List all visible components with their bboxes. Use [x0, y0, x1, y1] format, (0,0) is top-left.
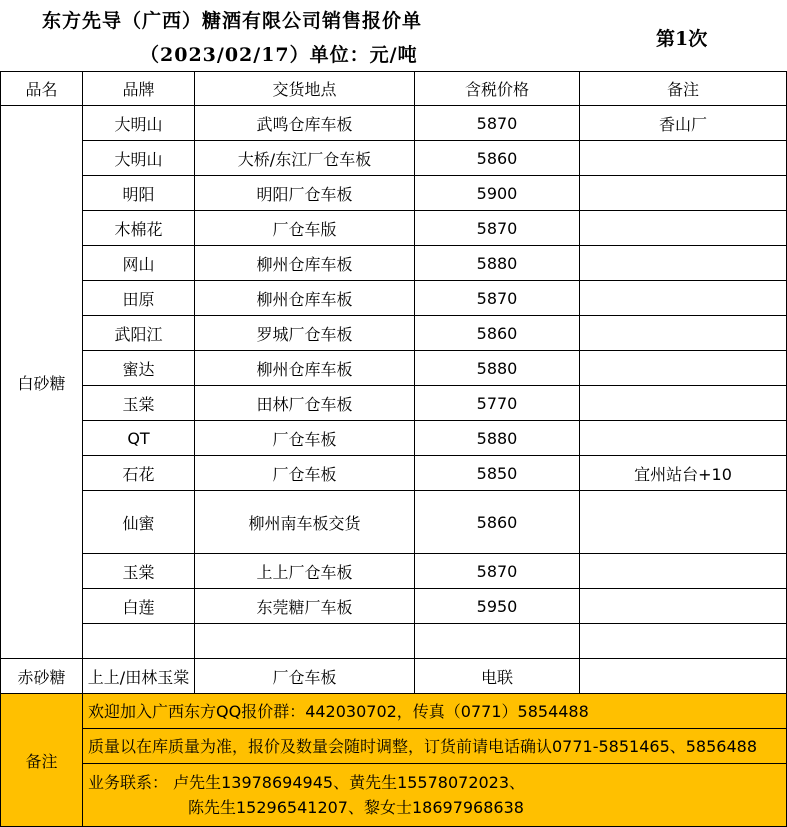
location-cell: 东莞糖厂车板: [195, 589, 415, 624]
price-cell: 电联: [415, 659, 580, 694]
col-header-price: 含税价格: [415, 72, 580, 106]
price-cell: 5860: [415, 491, 580, 554]
brand-cell: 石花: [83, 456, 195, 491]
location-cell: 厂仓车板: [195, 421, 415, 456]
table-row: [1, 106, 787, 141]
table-row: [1, 351, 787, 386]
location-cell: 田林厂仓车板: [195, 386, 415, 421]
contacts-note: [83, 764, 787, 827]
date-unit-subtitle: （2023/02/17）单位：元/吨: [140, 44, 418, 66]
product-red-sugar: 赤砂糖: [1, 659, 83, 694]
issue-number: 第1次: [656, 28, 708, 50]
table-row: [1, 176, 787, 211]
contacts-line-2: 陈先生15296541207、黎女士18697968638: [188, 798, 524, 817]
brand-cell: 仙蜜: [83, 491, 195, 554]
table-row: [1, 386, 787, 421]
price-cell: 5860: [415, 316, 580, 351]
table-row: [1, 491, 787, 554]
location-cell: 厂仓车版: [195, 211, 415, 246]
brand-cell: 网山: [83, 246, 195, 281]
location-cell: 柳州南车板交货: [195, 491, 415, 554]
location-cell: [195, 624, 415, 659]
location-cell: 上上厂仓车板: [195, 554, 415, 589]
brand-cell: 白莲: [83, 589, 195, 624]
price-cell: 5880: [415, 351, 580, 386]
brand-cell: 田原: [83, 281, 195, 316]
brand-cell: 武阳江: [83, 316, 195, 351]
price-cell: 5900: [415, 176, 580, 211]
remark-cell: [580, 554, 787, 589]
remark-cell: [580, 281, 787, 316]
remark-cell: [580, 211, 787, 246]
price-cell: 5880: [415, 421, 580, 456]
price-cell: 5870: [415, 281, 580, 316]
price-cell: 5870: [415, 211, 580, 246]
brand-cell: 蜜达: [83, 351, 195, 386]
quality-note: 质量以在库质量为准，报价及数量会随时调整，订货前请电话确认0771-5851465、5856488: [83, 729, 787, 764]
remark-cell: [580, 141, 787, 176]
product-white-sugar: 白砂糖: [1, 106, 83, 659]
location-cell: 柳州仓库车板: [195, 281, 415, 316]
brand-cell: 玉棠: [83, 386, 195, 421]
table-row: [1, 624, 787, 659]
price-cell: 5870: [415, 106, 580, 141]
remark-cell: [580, 491, 787, 554]
footer-row: [1, 694, 787, 729]
remark-cell: [580, 421, 787, 456]
header-row: [1, 72, 787, 106]
table-row: [1, 421, 787, 456]
col-header-remark: 备注: [580, 72, 787, 106]
price-table: [0, 71, 787, 827]
location-cell: 柳州仓库车板: [195, 351, 415, 386]
qq-group-note: 欢迎加入广西东方QQ报价群：442030702，传真（0771）5854488: [83, 694, 787, 729]
brand-cell: 明阳: [83, 176, 195, 211]
col-header-location: 交货地点: [195, 72, 415, 106]
location-cell: 罗城厂仓车板: [195, 316, 415, 351]
brand-cell: 大明山: [83, 106, 195, 141]
price-table-body: [1, 72, 787, 827]
price-cell: 5850: [415, 456, 580, 491]
location-cell: 柳州仓库车板: [195, 246, 415, 281]
remark-cell: 宜州站台+10: [580, 456, 787, 491]
table-row: [1, 141, 787, 176]
table-row: [1, 316, 787, 351]
table-row: [1, 246, 787, 281]
remark-cell: [580, 246, 787, 281]
remark-cell: [580, 386, 787, 421]
remark-cell: [580, 176, 787, 211]
company-title: 东方先导（广西）糖酒有限公司销售报价单: [42, 10, 423, 32]
brand-cell: 上上/田林玉棠: [83, 659, 195, 694]
col-header-product: 品名: [1, 72, 83, 106]
footer-row: [1, 764, 787, 827]
brand-cell: 木棉花: [83, 211, 195, 246]
location-cell: 大桥/东江厂仓车板: [195, 141, 415, 176]
remark-cell: 香山厂: [580, 106, 787, 141]
remark-cell: [580, 589, 787, 624]
table-row: [1, 589, 787, 624]
brand-cell: 大明山: [83, 141, 195, 176]
location-cell: 武鸣仓库车板: [195, 106, 415, 141]
location-cell: 厂仓车板: [195, 659, 415, 694]
table-row: [1, 281, 787, 316]
contacts-line-1: 业务联系： 卢先生13978694945、黄先生15578072023、: [88, 773, 526, 792]
footer-row: [1, 729, 787, 764]
table-row: [1, 659, 787, 694]
footer-label: 备注: [1, 694, 83, 827]
price-cell: 5880: [415, 246, 580, 281]
brand-cell: 玉棠: [83, 554, 195, 589]
remark-cell: [580, 624, 787, 659]
price-cell: [415, 624, 580, 659]
remark-cell: [580, 316, 787, 351]
table-row: [1, 554, 787, 589]
brand-cell: QT: [83, 421, 195, 456]
table-row: [1, 211, 787, 246]
location-cell: 厂仓车板: [195, 456, 415, 491]
col-header-brand: 品牌: [83, 72, 195, 106]
brand-cell: [83, 624, 195, 659]
price-cell: 5870: [415, 554, 580, 589]
location-cell: 明阳厂仓车板: [195, 176, 415, 211]
remark-cell: [580, 659, 787, 694]
price-cell: 5860: [415, 141, 580, 176]
remark-cell: [580, 351, 787, 386]
price-cell: 5950: [415, 589, 580, 624]
price-cell: 5770: [415, 386, 580, 421]
table-row: [1, 456, 787, 491]
